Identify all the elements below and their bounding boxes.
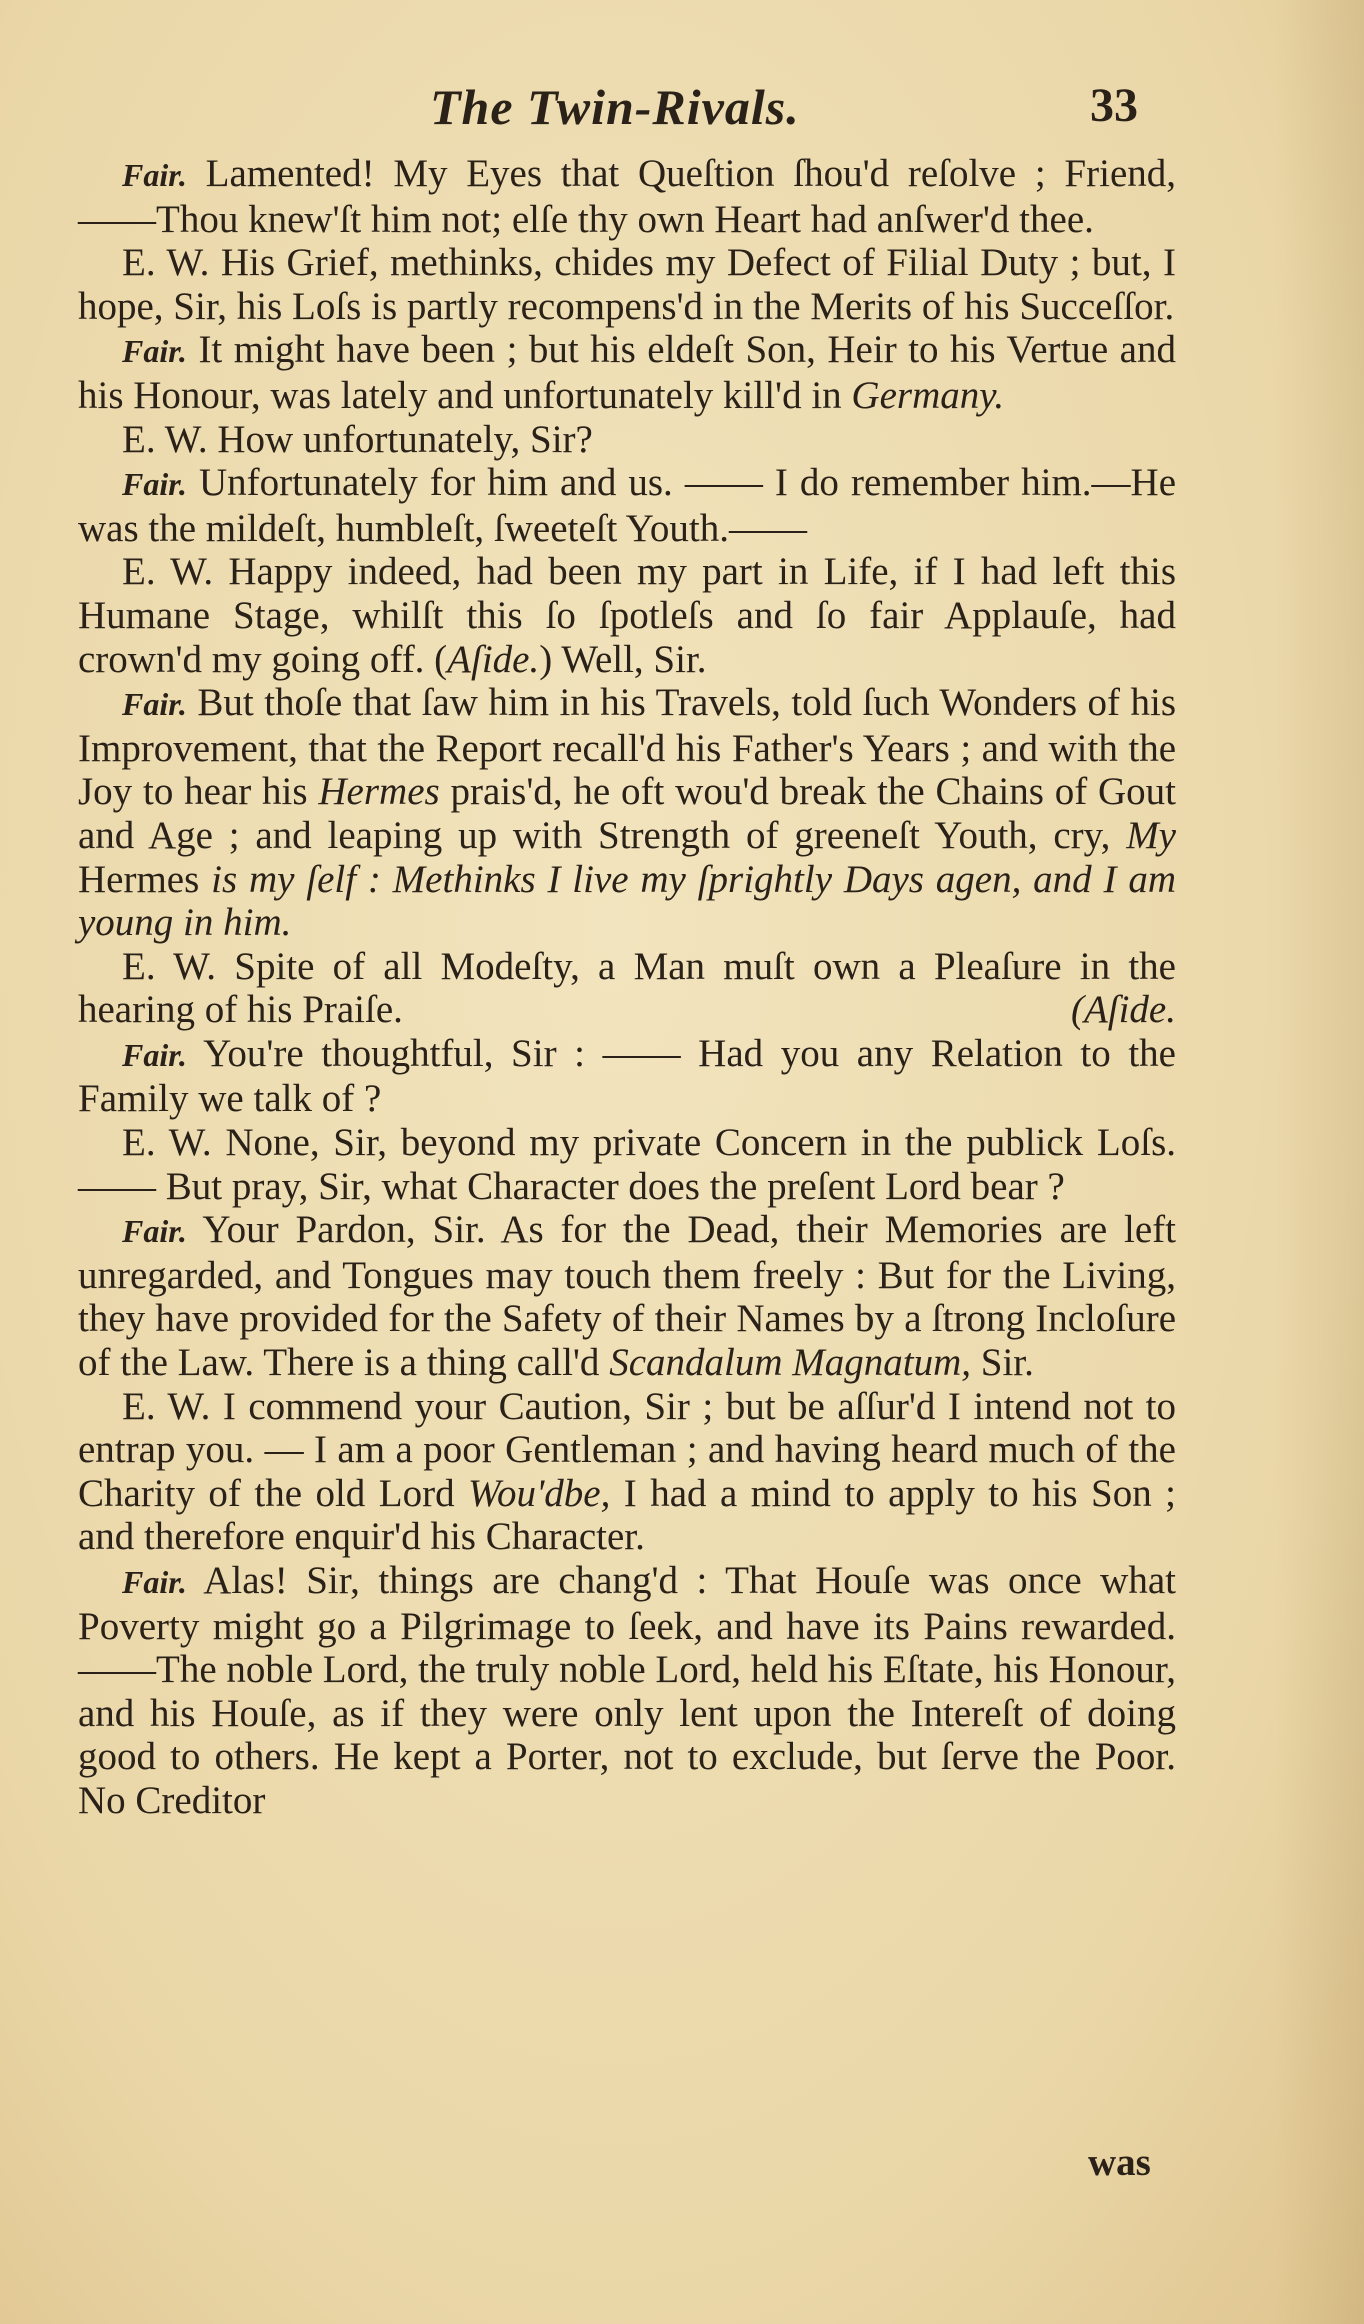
speech-text: It might have been ; but his eldeſt Son, Heir to his Vertue and his Honour, was lately and unfortunately kill'd in [78, 328, 1176, 417]
speaker-name: Fair. [122, 686, 187, 723]
speech-text: None, Sir, beyond my private Concern in the publick Loſs. —— But pray, Sir, what Character does the preſent Lord bear ? [78, 1121, 1176, 1208]
speech-text: Lamented! My Eyes that Queſtion ſhou'd reſolve ; Friend, ——Thou knew'ſt him not; elſe thy own Heart had anſwer'd thee. [78, 152, 1176, 241]
italic-text: Hermes [318, 770, 440, 814]
dialogue-paragraph [78, 1208, 1176, 1384]
speech-text: ) Well, Sir. [539, 637, 707, 681]
italic-text: is my ſelf : Methinks I live my ſprightly Days agen, and I am young in him. [78, 857, 1176, 945]
play-text [78, 152, 1176, 1823]
dialogue-paragraph [78, 1032, 1176, 1121]
speaker-name: E. W. [122, 1121, 212, 1165]
speech-text: But thoſe that ſaw him in his Travels, told ſuch Wonders of his Improvement, that the Report recall'd his Father's Years ; and with the Joy to hear his [78, 681, 1177, 814]
italic-text: My [1126, 813, 1176, 857]
speech-text: Unfortunately for him and us. —— I do remember him.—He was the mildeſt, humbleſt, ſweeteſt Youth.—— [78, 461, 1176, 550]
page-number: 33 [1090, 79, 1138, 132]
dialogue-paragraph [78, 1385, 1176, 1559]
dialogue-paragraph [78, 241, 1176, 328]
dialogue-paragraph [78, 1559, 1176, 1823]
speaker-name: Fair. [122, 466, 187, 503]
speech-text: I commend your Caution, Sir ; but be aſſur'd I intend not to entrap you. — I am a poor Gentleman ; and having heard much of the Charity of the old Lord [78, 1384, 1176, 1515]
dialogue-paragraph [78, 550, 1176, 681]
speech-text: Happy indeed, had been my part in Life, if I had left this Humane Stage, whilſt this ſo ſpotleſs and ſo fair Applauſe, had crown'd my going off. ( [78, 550, 1176, 681]
dialogue-paragraph [78, 328, 1176, 417]
dialogue-paragraph [78, 945, 1176, 1032]
speech-text: prais'd, he oft wou'd break the Chains of Gout and Age ; and leaping up with Strength of greeneſt Youth, cry, [78, 770, 1176, 857]
speaker-name: E. W. [122, 550, 214, 594]
speech-text: Hermes [78, 857, 212, 901]
speaker-name: Fair. [122, 1036, 187, 1073]
speech-text: Sir. [971, 1341, 1034, 1385]
speech-text: Your Pardon, Sir. As for the Dead, their Memories are left unregarded, and Tongues may touch them freely : But for the Living, they have provided for the Safety of their Names by a ſtrong Incloſure of the Law. There is a thing call'd [78, 1208, 1176, 1385]
italic-text: Wou'dbe, [468, 1471, 611, 1515]
speech-text: How unfortunately, Sir? [217, 417, 593, 461]
speaker-name: Fair. [122, 1564, 187, 1600]
page-edge-shadow [1274, 0, 1364, 2324]
running-title: The Twin-Rivals. [430, 79, 800, 135]
speech-text: His Grief, methinks, chides my Defect of Filial Duty ; but, I hope, Sir, his Loſs is partly recompens'd in the Merits of his Succeſſor. [78, 241, 1176, 328]
speaker-name: Fair. [122, 157, 187, 193]
speaker-name: E. W. [122, 417, 208, 461]
speech-text: Spite of all Modeſty, a Man muſt own a Pleaſure in the hearing of his Praiſe. [78, 944, 1176, 1032]
italic-text: Scandalum Magnatum, [609, 1341, 971, 1385]
page-header [0, 78, 1364, 138]
stage-direction-aside: (Aſide. [1070, 988, 1176, 1032]
italic-text: Aſide. [447, 637, 540, 681]
dialogue-paragraph [78, 1121, 1176, 1208]
italic-text: Germany. [851, 373, 1005, 417]
dialogue-paragraph [78, 681, 1176, 945]
dialogue-paragraph [78, 418, 1176, 462]
speech-text: I had a mind to apply to his Son ; and therefore enquir'd his Character. [78, 1471, 1176, 1559]
dialogue-paragraph [78, 461, 1176, 550]
speaker-name: Fair. [122, 333, 187, 370]
speech-text: You're thoughtful, Sir : —— Had you any Relation to the Family we talk of ? [78, 1031, 1176, 1121]
speaker-name: Fair. [122, 1213, 187, 1250]
catchword: was [1088, 2141, 1151, 2184]
speaker-name: E. W. [122, 1384, 211, 1428]
speaker-name: E. W. [122, 241, 210, 285]
dialogue-paragraph [78, 152, 1176, 241]
speech-text: Alas! Sir, things are chang'd : That Houſe was once what Poverty might go a Pilgrimage to ſeek, and have its Pains rewarded. ——The noble Lord, the truly noble Lord, held his Eſtate, his Honour, and his Houſe, as if they were only lent upon the Intereſt of doing good to others. He kept a Porter, not to exclude, but ſerve the Poor. No Creditor [78, 1559, 1176, 1822]
speaker-name: E. W. [122, 944, 217, 988]
